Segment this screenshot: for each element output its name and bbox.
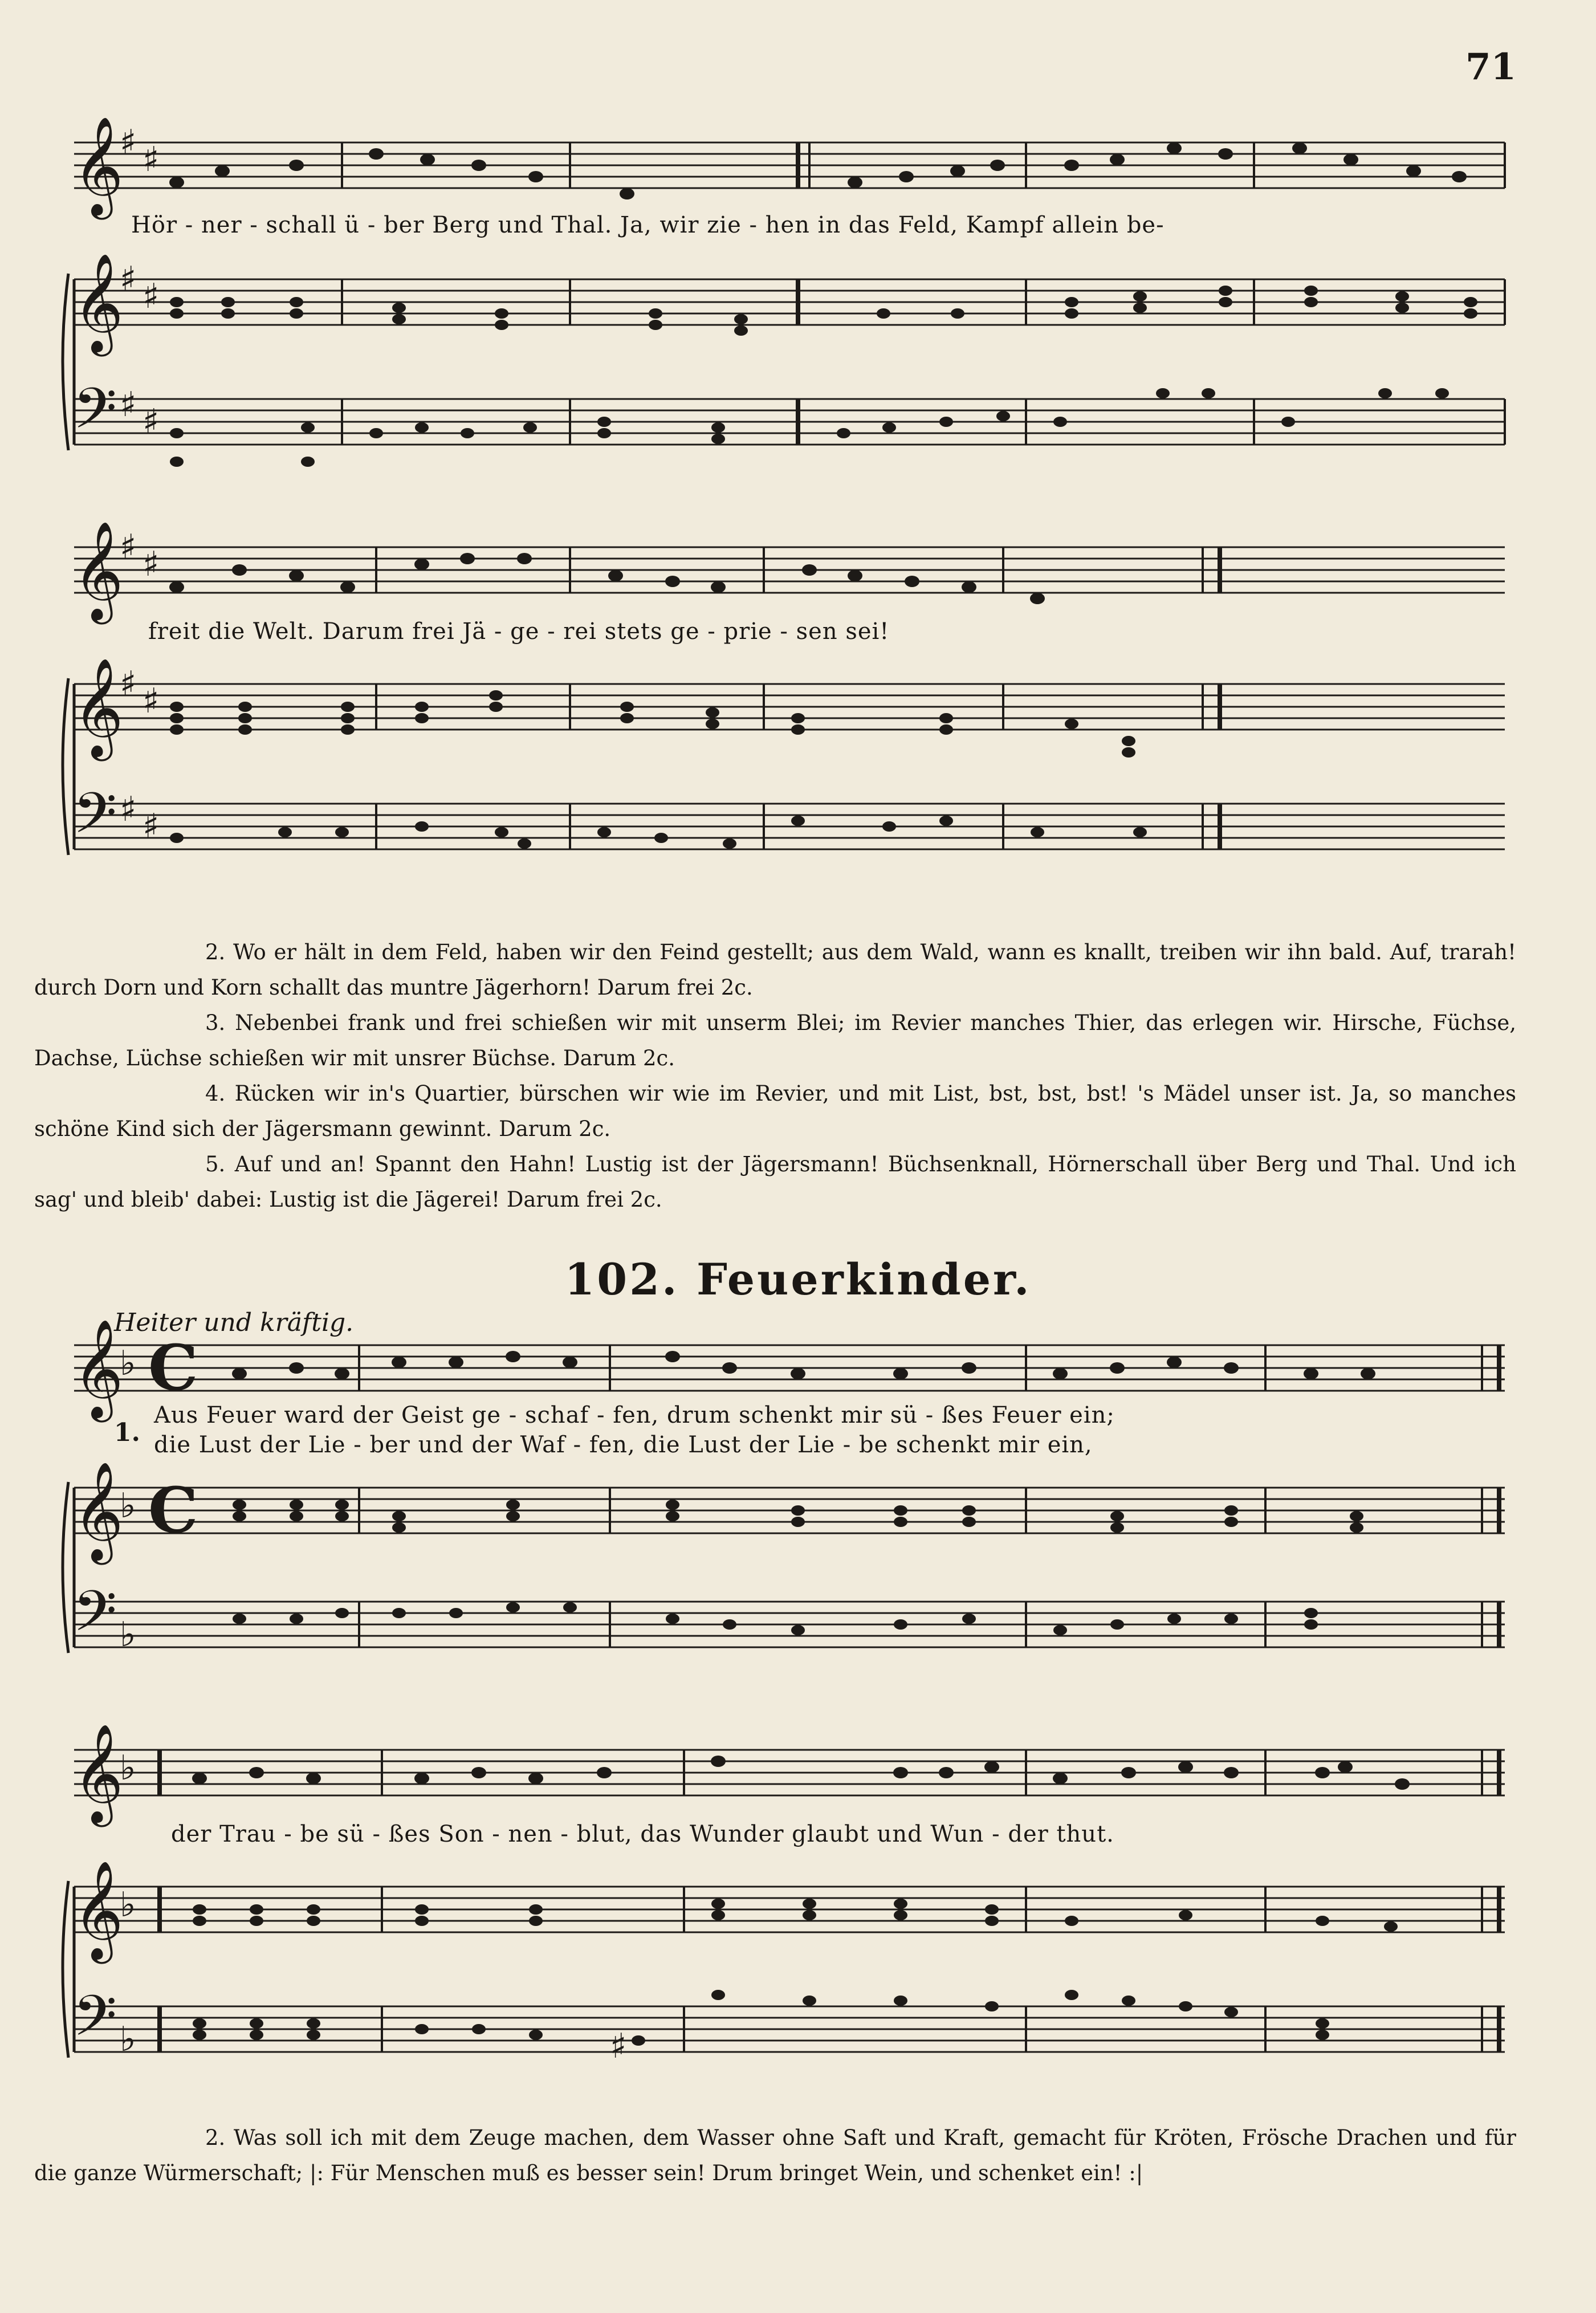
piano-bass-notes (170, 816, 1147, 849)
key-sharp-icon: ♯ (120, 664, 137, 704)
vocal-staff (74, 547, 1505, 593)
verse-number: 1. (114, 1418, 140, 1447)
verse-3: 3. Nebenbei frank und frei schießen wir mit unserm Blei; im Revier manches Thier, das erlegen wir. Hirsche, Füchse, Dachse, Lüchse schießen wir mit unsrer Büchse. Darum 2c. (34, 1011, 1516, 1070)
verse-2: 2. Was soll ich mit dem Zeuge machen, dem Wasser ohne Saft und Kraft, gemacht für Kröten, Frösche Drachen und für die ganze Würmerschaft; |: Für Menschen muß es besser sein! Drum bringet Wein, und schenket ein! :| (34, 2125, 1516, 2185)
accidental-sharp-icon: ♯ (610, 2026, 627, 2066)
vocal-staff (74, 1345, 1505, 1391)
vocal-notes (169, 553, 1045, 604)
treble-clef-icon: 𝄞 (73, 1461, 124, 1561)
treble-clef-icon: 𝄞 (73, 521, 124, 620)
treble-clef-icon: 𝄞 (73, 116, 124, 215)
system-102-2 (57, 1724, 1516, 2115)
key-sharp-icon: ♯ (120, 789, 137, 829)
verse-2: 2. Wo er hält in dem Feld, haben wir den Feind gestellt; aus dem Wald, wann es knallt, treiben wir ihn bald. Auf, trarah! durch Dorn und Korn schallt das muntre Jägerhorn! Darum frei 2c. (34, 940, 1516, 1000)
lyrics-101-line1: Hör - ner - schall ü - ber Berg und Thal. Ja, wir zie - hen in das Feld, Kampf allein be- (131, 212, 1165, 238)
verses-102 (34, 2120, 1516, 2191)
key-sharp-icon: ♯ (120, 123, 137, 162)
key-sharp-icon: ♯ (142, 402, 160, 442)
treble-clef-icon: 𝄞 (73, 658, 124, 757)
key-sharp-icon: ♯ (142, 140, 160, 180)
key-flat-icon: ♭ (120, 1748, 136, 1788)
bass-clef-icon: 𝄢 (73, 1579, 117, 1658)
key-flat-icon: ♭ (120, 2019, 136, 2059)
lyrics-102-line1a: Aus Feuer ward der Geist ge - schaf - fen, drum schenkt mir sü - ßes Feuer ein; (154, 1402, 1115, 1428)
treble-clef-icon: 𝄞 (73, 1319, 124, 1418)
key-sharp-icon: ♯ (120, 527, 137, 567)
lyrics-102-line1b: die Lust der Lie - ber und der Waf - fen, die Lust der Lie - be schenkt mir ein, (154, 1432, 1093, 1458)
vocal-staff (74, 142, 1505, 188)
piano-bass-staff (74, 2006, 1505, 2052)
piano-treble-chords (193, 1899, 1398, 1932)
piano-treble-staff (74, 279, 1505, 325)
key-flat-icon: ♭ (120, 1885, 136, 1925)
system-101-1 (57, 116, 1516, 507)
key-sharp-icon: ♯ (142, 681, 160, 721)
treble-clef-icon: 𝄞 (73, 1860, 124, 1960)
key-sharp-icon: ♯ (142, 276, 160, 316)
piano-treble-chords (170, 690, 1135, 758)
treble-clef-icon: 𝄞 (73, 1724, 124, 1823)
key-sharp-icon: ♯ (120, 385, 137, 425)
tempo-marking: Heiter und kräftig. (114, 1308, 354, 1337)
piano-bass-staff (74, 1602, 1505, 1647)
verse-4: 4. Rücken wir in's Quartier, bürschen wir wie im Revier, und mit List, bst, bst, bst! 's Mädel unser ist. Ja, so manches schöne Kind sich der Jägersmann gewinnt. Darum 2c. (34, 1081, 1516, 1141)
piano-treble-chords (170, 286, 1477, 336)
song-title: 102. Feuerkinder. (564, 1254, 1032, 1305)
piano-treble-staff (74, 684, 1505, 730)
common-time-icon: C (148, 1473, 198, 1547)
bass-clef-icon: 𝄢 (73, 781, 117, 860)
piano-treble-chords (233, 1500, 1363, 1533)
vocal-notes (169, 142, 1467, 199)
piano-bass-notes (170, 388, 1449, 467)
key-sharp-icon: ♯ (120, 259, 137, 299)
piano-bass-staff (74, 804, 1505, 849)
vocal-notes (232, 1351, 1375, 1379)
verse-5: 5. Auf und an! Spannt den Hahn! Lustig ist der Jägersmann! Büchsenknall, Hörnerschall über Berg und Thal. Und ich sag' und bleib' dabei: Lustig ist die Jägerei! Darum frei 2c. (34, 1152, 1516, 1212)
page-number: 71 (1465, 46, 1516, 88)
common-time-icon: C (148, 1331, 198, 1404)
bass-clef-icon: 𝄢 (73, 376, 117, 455)
piano-treble-staff (74, 1488, 1505, 1533)
lyrics-102-line2: der Trau - be sü - ßes Son - nen - blut, das Wunder glaubt und Wun - der thut. (171, 1821, 1114, 1847)
verses-101 (34, 935, 1516, 1217)
key-flat-icon: ♭ (120, 1615, 136, 1655)
piano-bass-notes (233, 1602, 1318, 1635)
bass-clef-icon: 𝄢 (73, 1984, 117, 2063)
treble-clef-icon: 𝄞 (73, 253, 124, 352)
key-sharp-icon: ♯ (142, 544, 160, 584)
system-101-2 (57, 521, 1516, 912)
vocal-staff (74, 1750, 1505, 1795)
key-flat-icon: ♭ (120, 1343, 136, 1383)
lyrics-101-line2: freit die Welt. Darum frei Jä - ge - rei stets ge - prie - sen sei! (148, 618, 890, 645)
key-flat-icon: ♭ (120, 1486, 136, 1526)
piano-treble-staff (74, 1887, 1505, 1932)
key-sharp-icon: ♯ (142, 807, 160, 846)
